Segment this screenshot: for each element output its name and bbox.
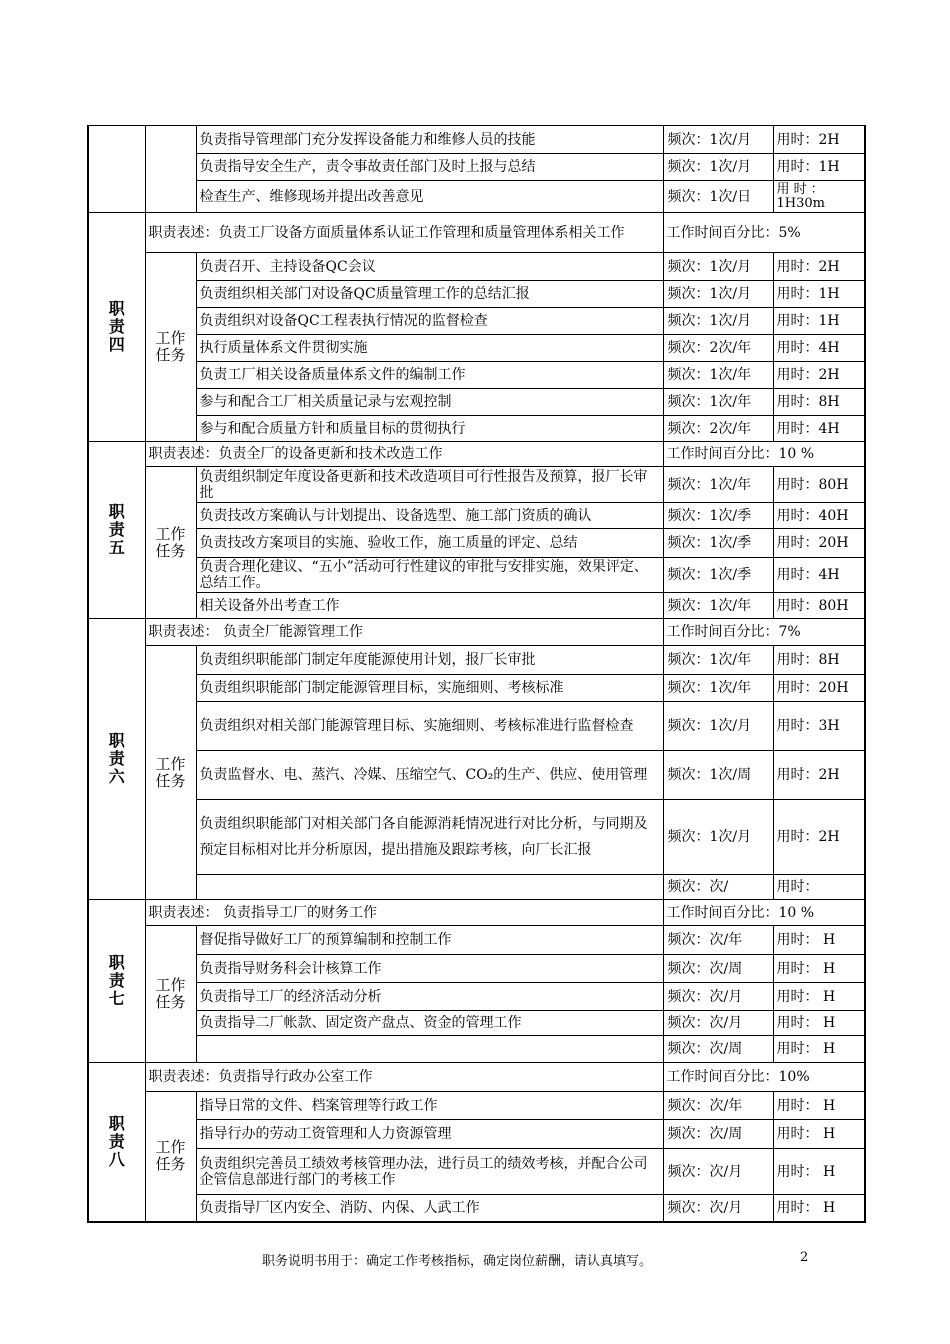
task-label: 工作 任务 <box>145 467 196 619</box>
task-hours: 用时：1H <box>773 308 865 335</box>
task-frequency: 频次：1次/月 <box>663 308 773 335</box>
table-row <box>88 955 865 983</box>
task-frequency: 频次：1次/月 <box>663 281 773 308</box>
task-label: 工作 任务 <box>145 253 196 442</box>
task-frequency: 频次：1次/年 <box>663 362 773 389</box>
task-frequency: 频次：次/月 <box>663 1149 773 1195</box>
task-frequency: 频次：次/年 <box>663 1092 773 1120</box>
task-hours: 用时：8H <box>773 389 865 416</box>
task-text: 参与和配合工厂相关质量记录与宏观控制 <box>196 389 663 416</box>
task-frequency: 频次：1次/年 <box>663 389 773 416</box>
footer-note: 职务说明书用于：确定工作考核指标，确定岗位薪酬，请认真填写。 <box>262 1254 653 1269</box>
task-hours: 用时：3H <box>773 702 865 751</box>
task-text: 负责指导二厂帐款、固定资产盘点、资金的管理工作 <box>196 1011 663 1036</box>
task-hours: 用时：2H <box>773 751 865 800</box>
task-text: 负责指导工厂的经济活动分析 <box>196 983 663 1011</box>
task-text: 参与和配合质量方针和质量目标的贯彻执行 <box>196 416 663 442</box>
task-text <box>196 875 663 900</box>
task-text: 检查生产、维修现场并提出改善意见 <box>196 181 663 213</box>
task-text: 负责合理化建议、“五小”活动可行性建议的审批与安排实施，效果评定、总结工作。 <box>196 558 663 593</box>
table-row <box>88 1036 865 1063</box>
table-row <box>88 503 865 529</box>
task-frequency: 频次：1次/月 <box>663 702 773 751</box>
continued-label-cell <box>145 126 196 213</box>
table-row <box>88 900 865 926</box>
task-frequency: 频次：次/月 <box>663 1195 773 1222</box>
task-hours: 用时： H <box>773 1195 865 1222</box>
table-row <box>88 983 865 1011</box>
task-frequency: 频次：1次/月 <box>663 253 773 281</box>
task-text: 负责组织相关部门对设备QC质量管理工作的总结汇报 <box>196 281 663 308</box>
duty-title: 职 责 八 <box>88 1063 145 1222</box>
duty-description: 职责表述：负责全厂的设备更新和技术改造工作 <box>145 442 663 467</box>
task-hours: 用时： H <box>773 1120 865 1149</box>
duty-title: 职 责 五 <box>88 442 145 619</box>
task-frequency: 频次：1次/月 <box>663 154 773 181</box>
task-hours: 用时： H <box>773 926 865 955</box>
task-text: 督促指导做好工厂的预算编制和控制工作 <box>196 926 663 955</box>
task-text: 负责指导安全生产，责令事故责任部门及时上报与总结 <box>196 154 663 181</box>
task-text: 负责指导管理部门充分发挥设备能力和维修人员的技能 <box>196 126 663 154</box>
time-percentage: 工作时间百分比：10 % <box>663 900 865 926</box>
task-hours: 用时： H <box>773 1092 865 1120</box>
task-hours: 用时：20H <box>773 675 865 702</box>
task-hours: 用时： H <box>773 1149 865 1195</box>
task-frequency: 频次：2次/年 <box>663 335 773 362</box>
table-row <box>88 593 865 619</box>
task-hours: 用时：2H <box>773 253 865 281</box>
task-label: 工作 任务 <box>145 926 196 1063</box>
table-row <box>88 1149 865 1195</box>
table-row <box>88 281 865 308</box>
duty-title: 职 责 六 <box>88 619 145 900</box>
task-text: 负责指导财务科会计核算工作 <box>196 955 663 983</box>
task-frequency: 频次：1次/月 <box>663 800 773 875</box>
task-text: 负责指导厂区内安全、消防、内保、人武工作 <box>196 1195 663 1222</box>
task-hours: 用时： H <box>773 1036 865 1063</box>
task-text: 负责组织对设备QC工程表执行情况的监督检查 <box>196 308 663 335</box>
task-text: 负责监督水、电、蒸汽、冷媒、压缩空气、CO₂的生产、供应、使用管理 <box>196 751 663 800</box>
task-hours: 用时： H <box>773 955 865 983</box>
task-hours: 用时：1H <box>773 154 865 181</box>
table-row <box>88 416 865 442</box>
table-row <box>88 646 865 675</box>
task-hours: 用时：2H <box>773 362 865 389</box>
table-row <box>88 442 865 467</box>
table-row <box>88 154 865 181</box>
table-row <box>88 181 865 213</box>
duty-description: 职责表述：负责工厂设备方面质量体系认证工作管理和质量管理体系相关工作 <box>145 213 663 253</box>
task-hours: 用时： <box>773 875 865 900</box>
task-text: 负责组织完善员工绩效考核管理办法，进行员工的绩效考核，并配合公司企管信息部进行部门的考核工作 <box>196 1149 663 1195</box>
table-row <box>88 926 865 955</box>
task-hours: 用时：80H <box>773 593 865 619</box>
task-hours: 用时：8H <box>773 646 865 675</box>
task-frequency: 频次：1次/年 <box>663 593 773 619</box>
task-text: 负责组织职能部门制定能源管理目标，实施细则、考核标准 <box>196 675 663 702</box>
task-frequency: 频次：次/周 <box>663 1036 773 1063</box>
duty-table <box>87 125 866 1223</box>
duty-description: 职责表述： 负责全厂能源管理工作 <box>145 619 663 646</box>
time-percentage: 工作时间百分比：7% <box>663 619 865 646</box>
task-hours: 用时：40H <box>773 503 865 529</box>
table-row <box>88 362 865 389</box>
task-text: 指导日常的文件、档案管理等行政工作 <box>196 1092 663 1120</box>
duty-title: 职 责 七 <box>88 900 145 1063</box>
continued-title-cell <box>88 126 145 213</box>
task-hours: 用 时 ：1H30m <box>773 181 865 213</box>
task-hours: 用时： H <box>773 983 865 1011</box>
task-text: 负责工厂相关设备质量体系文件的编制工作 <box>196 362 663 389</box>
table-row <box>88 1063 865 1092</box>
task-frequency: 频次：2次/年 <box>663 416 773 442</box>
table-row <box>88 675 865 702</box>
task-frequency: 频次：1次/周 <box>663 751 773 800</box>
table-row <box>88 619 865 646</box>
table-row <box>88 875 865 900</box>
table-row <box>88 751 865 800</box>
task-label: 工作 任务 <box>145 1092 196 1222</box>
task-frequency: 频次：1次/年 <box>663 646 773 675</box>
task-text: 负责组织制定年度设备更新和技术改造项目可行性报告及预算，报厂长审批 <box>196 467 663 503</box>
task-text <box>196 1036 663 1063</box>
task-text: 指导行办的劳动工资管理和人力资源管理 <box>196 1120 663 1149</box>
task-frequency: 频次：次/月 <box>663 983 773 1011</box>
task-frequency: 频次：1次/年 <box>663 467 773 503</box>
task-frequency: 频次：1次/日 <box>663 181 773 213</box>
time-percentage: 工作时间百分比：10% <box>663 1063 865 1092</box>
page-number: 2 <box>800 1250 809 1265</box>
task-text: 负责组织职能部门制定年度能源使用计划，报厂长审批 <box>196 646 663 675</box>
task-frequency: 频次：次/年 <box>663 926 773 955</box>
table-row <box>88 1195 865 1222</box>
task-frequency: 频次：次/月 <box>663 1011 773 1036</box>
time-percentage: 工作时间百分比：5% <box>663 213 865 253</box>
task-frequency: 频次：1次/年 <box>663 675 773 702</box>
task-hours: 用时：80H <box>773 467 865 503</box>
table-row <box>88 702 865 751</box>
table-row <box>88 1120 865 1149</box>
task-frequency: 频次：1次/季 <box>663 503 773 529</box>
table-row <box>88 126 865 154</box>
task-text: 负责召开、主持设备QC会议 <box>196 253 663 281</box>
task-frequency: 频次：1次/季 <box>663 558 773 593</box>
task-hours: 用时：1H <box>773 281 865 308</box>
table-row <box>88 389 865 416</box>
table-row <box>88 308 865 335</box>
task-hours: 用时：4H <box>773 335 865 362</box>
task-text: 负责技改方案确认与计划提出、设备选型、施工部门资质的确认 <box>196 503 663 529</box>
task-hours: 用时： H <box>773 1011 865 1036</box>
table-row <box>88 1011 865 1036</box>
table-row <box>88 467 865 503</box>
task-frequency: 频次：次/ <box>663 875 773 900</box>
task-frequency: 频次：次/周 <box>663 955 773 983</box>
table-row <box>88 800 865 875</box>
table-row <box>88 335 865 362</box>
table-row <box>88 213 865 253</box>
task-text: 执行质量体系文件贯彻实施 <box>196 335 663 362</box>
time-percentage: 工作时间百分比：10 % <box>663 442 865 467</box>
task-text: 相关设备外出考查工作 <box>196 593 663 619</box>
task-text: 负责组织对相关部门能源管理目标、实施细则、考核标准进行监督检查 <box>196 702 663 751</box>
task-text: 负责技改方案项目的实施、验收工作，施工质量的评定、总结 <box>196 529 663 558</box>
duty-title: 职 责 四 <box>88 213 145 442</box>
duty-description: 职责表述：负责指导行政办公室工作 <box>145 1063 663 1092</box>
task-hours: 用时：2H <box>773 126 865 154</box>
task-frequency: 频次：1次/月 <box>663 126 773 154</box>
task-frequency: 频次：次/周 <box>663 1120 773 1149</box>
table-row <box>88 558 865 593</box>
task-hours: 用时：4H <box>773 558 865 593</box>
table-row <box>88 253 865 281</box>
task-frequency: 频次：1次/季 <box>663 529 773 558</box>
task-hours: 用时：2H <box>773 800 865 875</box>
task-label: 工作 任务 <box>145 646 196 900</box>
task-text: 负责组织职能部门对相关部门各自能源消耗情况进行对比分析，与同期及预定目标相对比并分析原因，提出措施及跟踪考核，向厂长汇报 <box>196 800 663 875</box>
table-row <box>88 1092 865 1120</box>
task-hours: 用时：20H <box>773 529 865 558</box>
task-hours: 用时：4H <box>773 416 865 442</box>
table-row <box>88 529 865 558</box>
duty-description: 职责表述： 负责指导工厂的财务工作 <box>145 900 663 926</box>
